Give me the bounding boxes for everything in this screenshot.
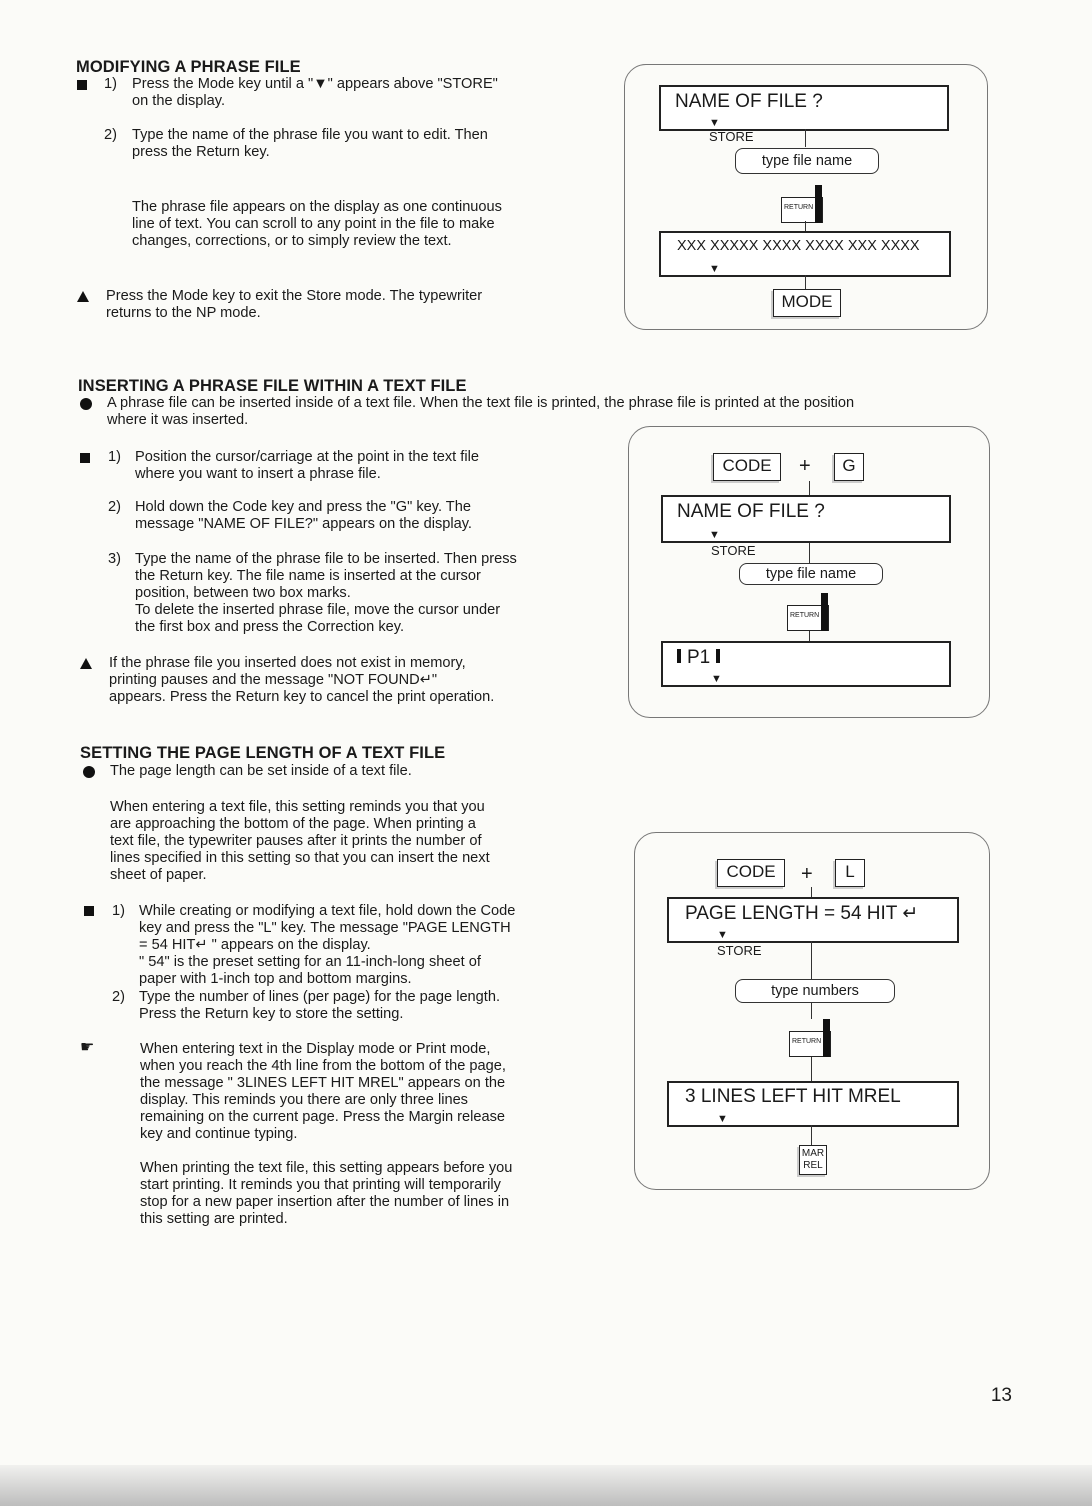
lcd-display [667,897,959,943]
g-key: G [834,453,864,481]
connector [811,1057,812,1081]
section-heading-modifying: MODIFYING A PHRASE FILE [76,58,301,76]
step-text: Type the number of lines (per page) for the page length. Press the Return key to store the setting. [139,989,501,1022]
section-heading-page-length: SETTING THE PAGE LENGTH OF A TEXT FILE [80,744,446,762]
step-text: Type the name of the phrase file you want to edit. Then press the Return key. [132,127,488,160]
paragraph: When printing the text file, this setting appears before you start printing. It reminds you that printing will temporarily stop for a new paper insertion after the number of lines in this setting are printed. [140,1160,513,1227]
type-file-name-pill: type file name [739,563,883,585]
page-number: 13 [990,1385,1012,1406]
round-bullet-icon [83,766,95,778]
arrow-down-icon: ▼ [717,929,728,941]
square-bullet-icon [80,453,90,463]
connector [809,543,810,563]
connector [811,1003,812,1019]
lcd-display [659,231,951,277]
connector [811,941,812,979]
step-number: 1) [108,449,121,465]
square-bullet-icon [84,906,94,916]
arrow-down-icon: ▼ [711,673,722,685]
step-text: Type the name of the phrase file to be inserted. Then press the Return key. The file name is inserted at the cursor position, between two box marks. To delete the inserted phrase file, move the cursor under the first box and press the Correction key. [135,551,517,635]
bullet-text: A phrase file can be inserted inside of a text file. When the text file is printed, the phrase file is printed at the position where it was inserted. [107,395,855,428]
lcd-display [661,495,951,543]
note-text: Press the Mode key to exit the Store mode. The typewriter returns to the NP mode. [106,288,483,321]
connector [805,275,806,289]
connector [809,631,810,641]
connector [811,887,812,897]
lcd-text: NAME OF FILE ? [677,501,825,522]
box-mark-icon [677,649,681,663]
lcd-text: XXX XXXXX XXXX XXXX XXX XXXX [677,238,920,254]
triangle-bullet-icon [77,291,89,302]
note-text: If the phrase file you inserted does not exist in memory, printing pauses and the message "NOT FOUND↵" appears. Press the Return key to cancel the print operation. [109,655,495,705]
margin-release-key: MAR REL [799,1145,827,1175]
pointing-hand-icon: ☛ [80,1039,95,1056]
connector [811,1125,812,1145]
store-label: STORE [711,543,756,558]
box-mark-icon [716,649,720,663]
step-number: 1) [112,903,125,919]
plus-sign: + [799,455,811,477]
type-numbers-pill: type numbers [735,979,895,1003]
step-text: While creating or modifying a text file, hold down the Code key and press the "L" key. The message "PAGE LENGTH = 54 HIT↵ " appears on the display. " 54" is the preset setting for an 11-inch-long sheet of paper with 1-inch top and bottom margins. [139,903,516,987]
store-label: STORE [717,943,762,958]
step-number: 2) [112,989,125,1005]
code-key: CODE [713,453,781,481]
step-text: Hold down the Code key and press the "G" key. The message "NAME OF FILE?" appears on the display. [135,499,472,532]
square-bullet-icon [77,80,87,90]
connector [805,129,806,147]
lcd-text: 3 LINES LEFT HIT MREL [685,1086,901,1107]
step-number: 1) [104,76,117,92]
diagram-modify-phrase [624,64,988,330]
store-label: STORE [709,129,754,144]
plus-sign: + [801,863,813,885]
diagram-page-length [634,832,990,1190]
step-text: Press the Mode key until a "▼" appears above "STORE" on the display. [132,76,498,109]
lcd-display [659,85,949,131]
arrow-down-icon: ▼ [709,263,720,275]
lcd-text: P1 [677,647,720,669]
arrow-down-icon: ▼ [709,117,720,129]
lcd-text: NAME OF FILE ? [675,91,823,112]
mode-key: MODE [773,289,841,317]
code-key: CODE [717,859,785,887]
bullet-text: The page length can be set inside of a text file. [110,763,412,779]
arrow-down-icon: ▼ [709,529,720,541]
paragraph: The phrase file appears on the display as one continuous line of text. You can scroll to any point in the file to make changes, corrections, or to simply review the text. [132,199,502,249]
step-text: Position the cursor/carriage at the point in the text file where you want to insert a phrase file. [135,449,479,482]
l-key: L [835,859,865,887]
step-number: 2) [108,499,121,515]
paragraph: When entering a text file, this setting reminds you that you are approaching the bottom of the page. When printing a text file, the typewriter pauses after it prints the number of lines specified in this setting so that you can insert the next sheet of paper. [110,799,490,883]
type-file-name-pill: type file name [735,148,879,174]
connector [805,221,806,231]
lcd-display [661,641,951,687]
lcd-text: PAGE LENGTH = 54 HIT ↵ [685,903,919,924]
lcd-display [667,1081,959,1127]
hint-text: When entering text in the Display mode or Print mode, when you reach the 4th line from the bottom of the page, the message " 3LINES LEFT HIT MREL" appears on the display. This reminds you there are only three lines remaining on the current page. Press the Margin release key and continue typing. [140,1041,506,1142]
diagram-insert-phrase [628,426,990,718]
step-number: 3) [108,551,121,567]
connector [809,481,810,495]
scan-edge [0,1465,1092,1506]
return-key-icon: RETURN [781,185,825,223]
round-bullet-icon [80,398,92,410]
return-key-icon: RETURN [787,593,831,631]
step-number: 2) [104,127,117,143]
return-key-icon: RETURN [789,1019,833,1057]
triangle-bullet-icon [80,658,92,669]
section-heading-inserting: INSERTING A PHRASE FILE WITHIN A TEXT FILE [78,377,467,395]
arrow-down-icon: ▼ [717,1113,728,1125]
